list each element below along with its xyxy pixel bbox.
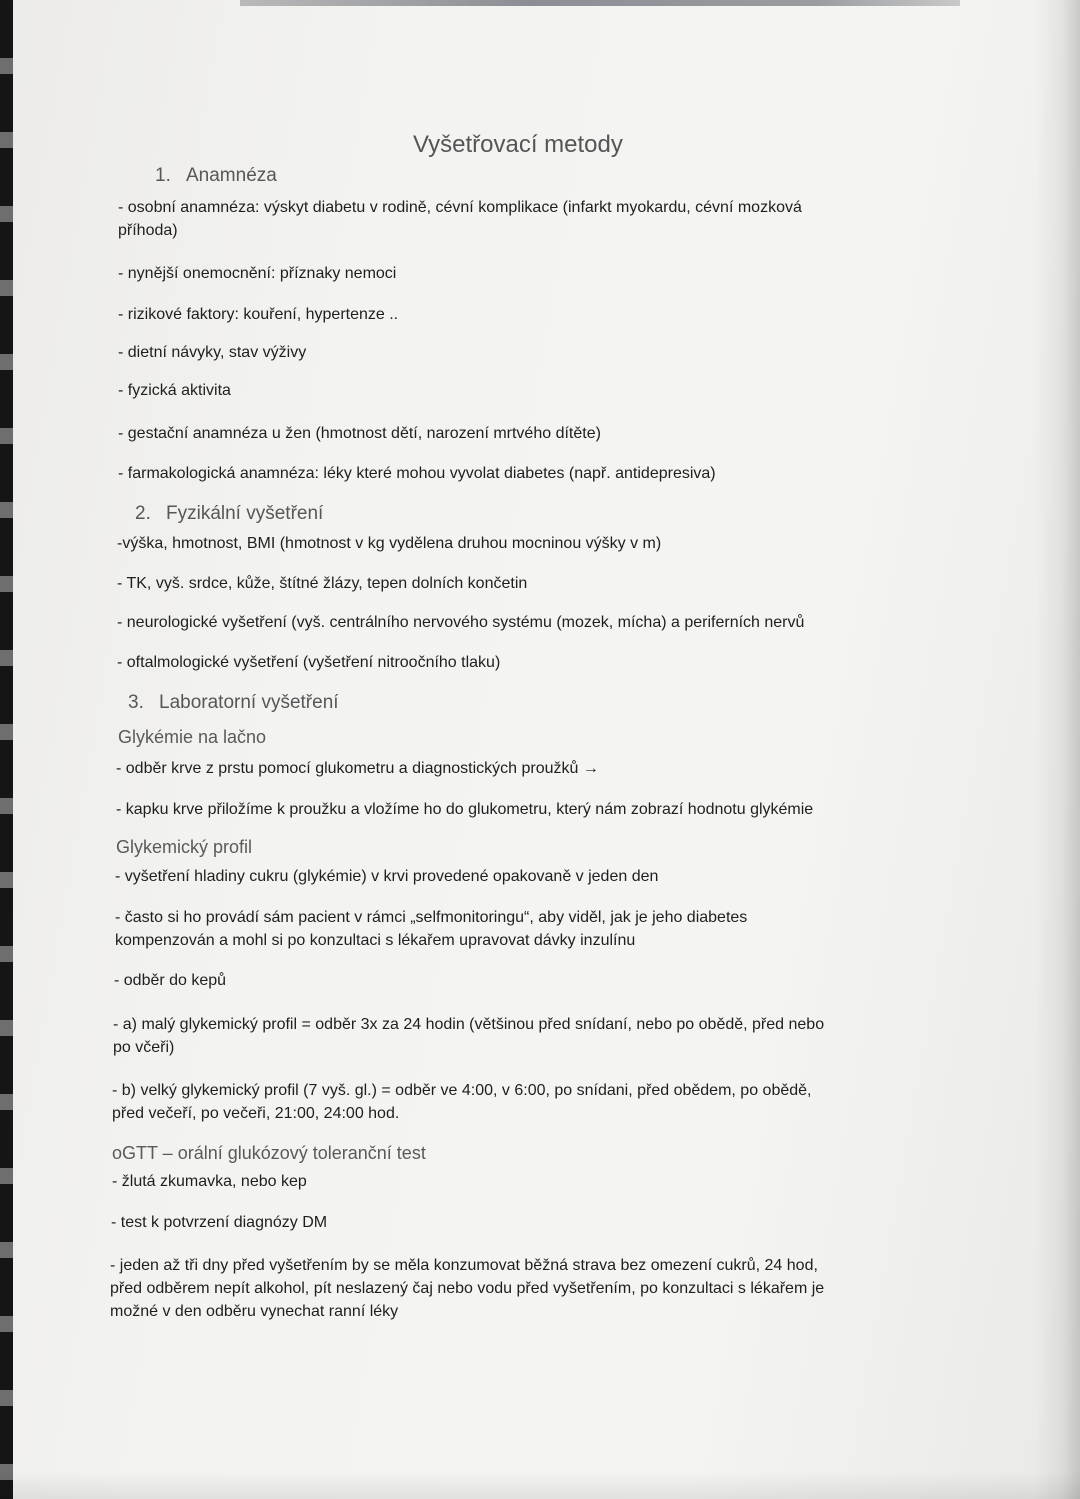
list-item-line: - b) velký glykemický profil (7 vyš. gl.) = odběr ve 4:00, v 6:00, po snídani, před obědem, po obědě, (112, 1082, 812, 1099)
list-item-line: - odběr do kepů (114, 972, 227, 989)
section-heading-laboratorni-vysetreni (128, 691, 339, 715)
list-item (115, 865, 658, 888)
list-item (118, 341, 306, 364)
section-number: 3. (128, 692, 144, 713)
page-binding-edge (0, 0, 13, 1499)
list-item (117, 651, 500, 674)
list-item (113, 1013, 824, 1059)
list-item (115, 906, 747, 952)
section-title: Anamnéza (186, 165, 277, 186)
list-item (117, 532, 661, 555)
list-item-line: - kapku krve přiložíme k proužku a vložíme ho do glukometru, který nám zobrazí hodnotu glykémie (116, 801, 814, 818)
subheading-ogtt: oGTT – orální glukózový toleranční test (112, 1143, 426, 1163)
section-title: Fyzikální vyšetření (166, 503, 324, 524)
list-item-line: -výška, hmotnost, BMI (hmotnost v kg vydělena druhou mocninou výšky v m) (117, 535, 662, 552)
page-right-shadow (1035, 0, 1080, 1499)
list-item-line: - žlutá zkumavka, nebo kep (112, 1173, 307, 1190)
list-item-line: - vyšetření hladiny cukru (glykémie) v krvi provedené opakovaně v jeden den (115, 868, 659, 885)
list-item (118, 462, 716, 485)
list-item-line: - oftalmologické vyšetření (vyšetření nitroočního tlaku) (117, 654, 501, 671)
list-item-line: - nynější onemocnění: příznaky nemoci (118, 265, 397, 282)
list-item (118, 379, 231, 402)
section-number: 2. (135, 503, 151, 524)
list-item-line: příhoda) (118, 222, 178, 239)
list-item (118, 196, 802, 242)
list-item (117, 572, 527, 595)
list-item-line: - jeden až tři dny před vyšetřením by se měla konzumovat běžná strava bez omezení cukrů, 24 hod, (110, 1257, 818, 1274)
list-item-line: - gestační anamnéza u žen (hmotnost dětí, narození mrtvého dítěte) (118, 425, 601, 442)
list-item-line: - farmakologická anamnéza: léky které mohou vyvolat diabetes (např. antidepresiva) (118, 465, 716, 482)
section-number: 1. (155, 165, 171, 186)
list-item (116, 757, 599, 780)
list-item-line: - odběr krve z prstu pomocí glukometru a diagnostických proužků → (116, 760, 599, 777)
list-item (117, 611, 804, 634)
list-item (111, 1211, 327, 1234)
document-title: Vyšetřovací metody (413, 131, 623, 158)
list-item-line: - a) malý glykemický profil = odběr 3x za 24 hodin (většinou před snídaní, nebo po obědě, před nebo (113, 1016, 825, 1033)
list-item-line: po včeři) (113, 1039, 175, 1056)
list-item (118, 262, 396, 285)
section-heading-anamneza (155, 164, 277, 188)
section-heading-fyzikalni-vysetreni (135, 502, 323, 526)
page-bottom-shadow (0, 1471, 1080, 1499)
subheading-glykemicky-profil: Glykemický profil (116, 837, 253, 857)
page-top-edge (240, 0, 960, 6)
list-item-line: před odběrem nepít alkohol, pít neslazený čaj nebo vodu před vyšetřením, po konzultaci s lékařem je (110, 1280, 825, 1297)
list-item-line: - TK, vyš. srdce, kůže, štítné žlázy, tepen dolních končetin (117, 575, 528, 592)
list-item-line: - rizikové faktory: kouření, hypertenze .. (118, 306, 399, 323)
list-item-line: - dietní návyky, stav výživy (118, 344, 307, 361)
list-item (116, 798, 813, 821)
list-item (110, 1254, 824, 1323)
list-item (118, 422, 601, 445)
list-item-line: před večeří, po večeři, 21:00, 24:00 hod. (112, 1105, 400, 1122)
subheading-glykemie-na-lacno: Glykémie na lačno (118, 727, 267, 747)
list-item-line: - test k potvrzení diagnózy DM (111, 1214, 328, 1231)
section-title: Laboratorní vyšetření (159, 692, 339, 713)
list-item-line: možné v den odběru vynechat ranní léky (110, 1303, 399, 1320)
list-item (114, 969, 226, 992)
list-item (112, 1079, 811, 1125)
list-item-line: - osobní anamnéza: výskyt diabetu v rodině, cévní komplikace (infarkt myokardu, cévní mozková (118, 199, 802, 216)
list-item-line: - neurologické vyšetření (vyš. centrálního nervového systému (mozek, mícha) a periferních nervů (117, 614, 805, 631)
list-item (112, 1170, 307, 1193)
list-item-line: - fyzická aktivita (118, 382, 231, 399)
list-item-line: - často si ho provádí sám pacient v rámci „selfmonitoringu“, aby viděl, jak je jeho diabetes (115, 909, 748, 926)
list-item (118, 303, 398, 326)
list-item-line: kompenzován a mohl si po konzultaci s lékařem upravovat dávky inzulínu (115, 932, 636, 949)
